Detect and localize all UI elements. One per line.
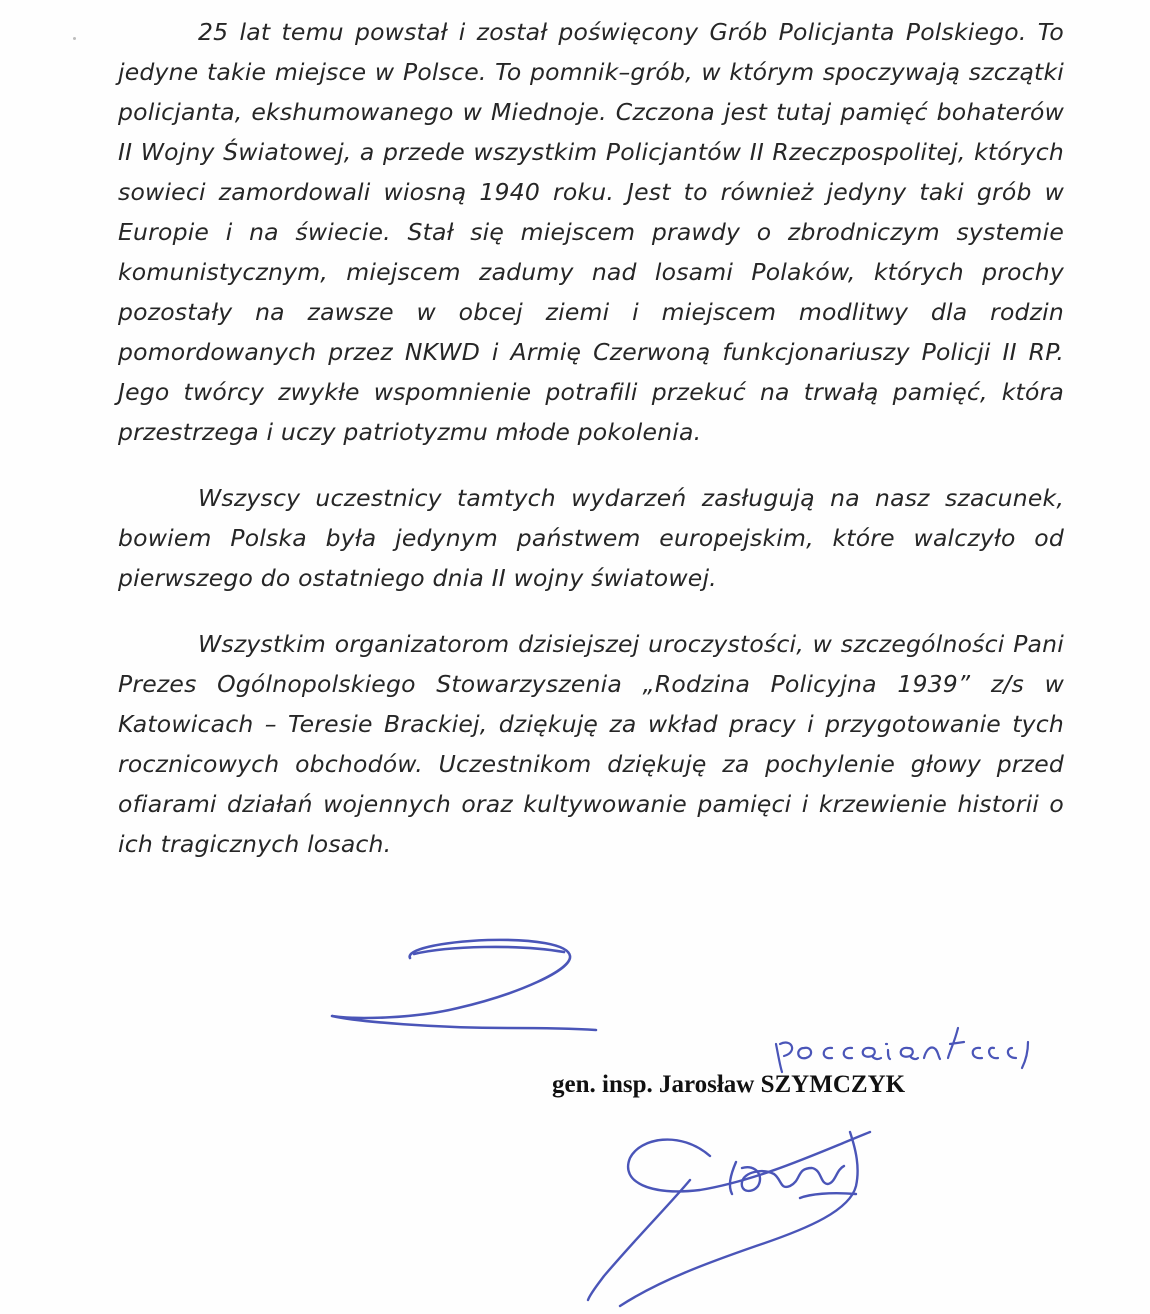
paragraph-3: Wszystkim organizatorom dzisiejszej uroczystości, w szczególności Pani Prezes Ogólnopolskiego Stowarzyszenia „Rodzina Policyjna 1939” z/s w Katowicach – Teresie Brackiej, dziękuję za wkład pracy i przygotowanie tych rocznicowych obchodów. Uczestnikom dziękuję za pochylenie głowy przed ofiarami działań wojennych oraz kultywowanie pamięci i krzewienie historii o ich tragicznych losach. bbox=[118, 630, 1064, 858]
signatory-name: gen. insp. Jarosław SZYMCZYK bbox=[552, 1071, 906, 1098]
letter-body bbox=[118, 12, 1064, 864]
paragraph-2: Wszyscy uczestnicy tamtych wydarzeń zasługują na nasz szacunek, bowiem Polska była jedynym państwem europejskim, które walczyło od pierwszego do ostatniego dnia II wojny światowej. bbox=[118, 484, 1064, 592]
scan-speck bbox=[73, 37, 76, 40]
handwritten-closing bbox=[766, 1014, 1056, 1074]
handwritten-scribble-icon bbox=[318, 930, 614, 1040]
paragraph-1: 25 lat temu powstał i został poświęcony Grób Policjanta Polskiego. To jedyne takie miejsce w Polsce. To pomnik–grób, w którym spoczywają szczątki policjanta, ekshumowanego w Miednoje. Czczona jest tutaj pamięć bohaterów II Wojny Światowej, a przede wszystkim Policjantów II Rzeczpospolitej, których sowieci zamordowali wiosną 1940 roku. Jest to również jedyny taki grób w Europie i na świecie. Stał się miejscem prawdy o zbrodniczym systemie komunistycznym, miejscem zadumy nad losami Polaków, których prochy pozostały na zawsze w obcej ziemi i miejscem modlitwy dla rodzin pomordowanych przez NKWD i Armię Czerwoną funkcjonariuszy Policji II RP. Jego twórcy zwykłe wspomnienie potrafili przekuć na trwałą pamięć, która przestrzega i uczy patriotyzmu młode pokolenia. bbox=[118, 18, 1064, 446]
signature-icon bbox=[560, 1110, 900, 1310]
